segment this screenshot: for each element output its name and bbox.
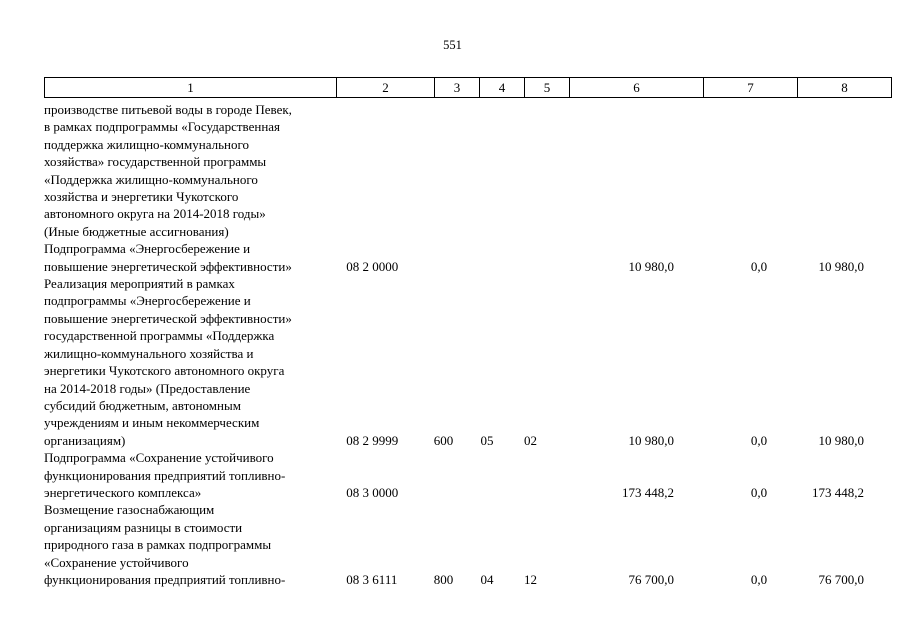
row-code: 08 3 0000 bbox=[346, 484, 399, 500]
row-description: Подпрограмма «Энергосбережение и повышение энергетической эффективности» bbox=[44, 241, 292, 274]
row-col7: 0,0 bbox=[750, 258, 768, 274]
table-row bbox=[44, 101, 864, 240]
table-row bbox=[44, 449, 864, 501]
row-description: Возмещение газоснабжающим организациям разницы в стоимости природного газа в рамках подпрограммы «Сохранение устойчивого функционирования предприятий топливно- bbox=[44, 502, 286, 587]
row-col8: 173 448,2 bbox=[811, 484, 864, 500]
row-description: производстве питьевой воды в городе Певек, в рамках подпрограммы «Государственная поддержка жилищно-коммунального хозяйства» государственной программы «Поддержка жилищно-коммунального хозяйства и энергетики Чукотского автономного округа на 2014-2018 годы» (Иные бюджетные ассигнования) bbox=[44, 102, 292, 239]
page-number: 551 bbox=[443, 38, 462, 52]
row-description: Реализация мероприятий в рамках подпрограммы «Энергосбережение и повышение энергетической эффективности» государственной программы «Поддержка жилищно-коммунального хозяйства и энергетики Чукотского автономного округа на 2014-2018 годы» (Предоставление субсидий бюджетным, автономным учреждениям и иным некоммерческим организациям) bbox=[44, 276, 292, 448]
row-col3: 800 bbox=[433, 571, 454, 587]
column-header-5: 5 bbox=[525, 78, 570, 98]
row-col7: 0,0 bbox=[750, 484, 768, 500]
row-description: Подпрограмма «Сохранение устойчивого функционирования предприятий топливно- энергетического комплекса» bbox=[44, 450, 286, 500]
column-header-2: 2 bbox=[337, 78, 435, 98]
column-header-4: 4 bbox=[480, 78, 525, 98]
row-col6: 10 980,0 bbox=[628, 258, 675, 274]
table-row bbox=[44, 240, 864, 275]
row-code: 08 2 9999 bbox=[346, 432, 399, 448]
row-col7: 0,0 bbox=[750, 432, 768, 448]
table-row bbox=[44, 501, 864, 588]
row-col6: 173 448,2 bbox=[622, 484, 675, 500]
table-row bbox=[44, 275, 864, 449]
column-header-7: 7 bbox=[704, 78, 798, 98]
row-col3: 600 bbox=[433, 432, 454, 448]
column-header-6: 6 bbox=[570, 78, 704, 98]
row-col6: 10 980,0 bbox=[628, 432, 675, 448]
row-col8: 10 980,0 bbox=[818, 258, 864, 274]
row-col5: 12 bbox=[523, 571, 537, 587]
budget-table-body bbox=[44, 101, 864, 588]
column-header-row bbox=[45, 78, 892, 98]
row-col8: 76 700,0 bbox=[818, 571, 864, 587]
column-header-3: 3 bbox=[435, 78, 480, 98]
column-header-1: 1 bbox=[45, 78, 337, 98]
row-code: 08 2 0000 bbox=[346, 258, 399, 274]
row-col6: 76 700,0 bbox=[628, 571, 675, 587]
row-col8: 10 980,0 bbox=[818, 432, 864, 448]
row-col4: 05 bbox=[480, 432, 494, 448]
row-code: 08 3 6111 bbox=[346, 571, 398, 587]
row-col5: 02 bbox=[523, 432, 537, 448]
column-header-8: 8 bbox=[798, 78, 892, 98]
row-col7: 0,0 bbox=[750, 571, 768, 587]
row-col4: 04 bbox=[480, 571, 494, 587]
column-header-table bbox=[44, 77, 892, 98]
